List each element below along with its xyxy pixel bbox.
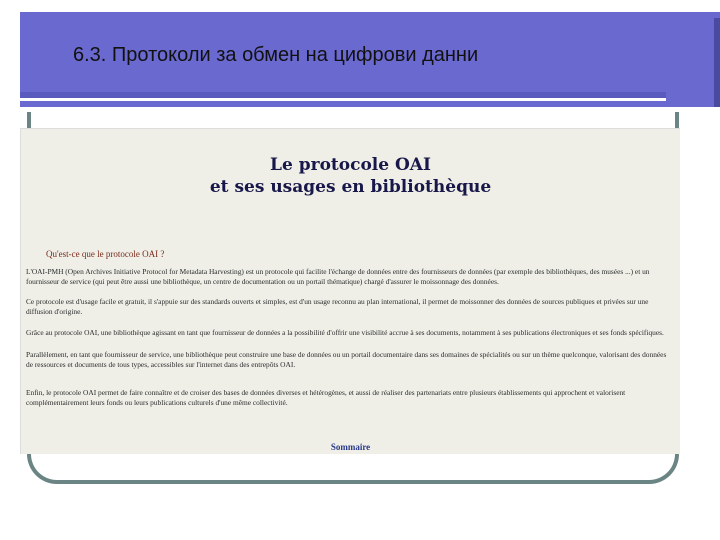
document-paragraph: Enfin, le protocole OAI permet de faire connaître et de croiser des bases de données diverses et hétérogènes, et aussi de réaliser des partenariats entre plusieurs établissements qui approchent et valorisent complémentairement leurs fonds ou leurs publications culturels d'une même collectivité. <box>26 388 626 407</box>
document-paragraph: Parallèlement, en tant que fournisseur de service, une bibliothèque peut construire une base de données ou un portail documentaire dans ses domaines de spécialités ou sur un thème quelconque, valorisant des données de ressources et documents de tous types, accessibles sur l'internet dans des entrepôts OAI. <box>26 350 667 369</box>
title-divider-highlight <box>20 98 666 101</box>
slide-title: 6.3. Протоколи за обмен на цифрови данни <box>73 44 479 66</box>
embedded-document-screenshot <box>20 128 680 454</box>
document-heading-line1: Le protocole OAI <box>270 155 431 175</box>
document-question: Qu'est-ce que le protocole OAI ? <box>46 249 165 259</box>
summary-link[interactable]: Sommaire <box>330 442 371 452</box>
document-paragraph: Grâce au protocole OAI, une bibliothèque agissant en tant que fournisseur de données a la possibilité d'offrir une visibilité accrue à ses documents, notamment à ses publications électroniques et ses fonds spécifiques. <box>26 328 664 337</box>
document-paragraph: Ce protocole est d'usage facile et gratuit, il s'appuie sur des standards ouverts et simples, est d'un usage reconnu au plan international, il permet de moissonner des données de sources publiques et privées sur une diffusion d'origine. <box>26 297 649 316</box>
title-bar-shadow <box>714 18 720 107</box>
document-paragraph: L'OAI-PMH (Open Archives Initiative Protocol for Metadata Harvesting) est un protocole qui facilite l'échange de données entre des fournisseurs de données (par exemple des bibliothèques, des musées ...) et un fournisseur de service (qui peut être aussi une bibliothèque, un centre de documentation ou un portail thématique) chargé d'assurer le moissonnage des données. <box>26 267 650 286</box>
document-heading <box>21 154 680 198</box>
document-heading-line2: et ses usages en bibliothèque <box>209 177 492 197</box>
